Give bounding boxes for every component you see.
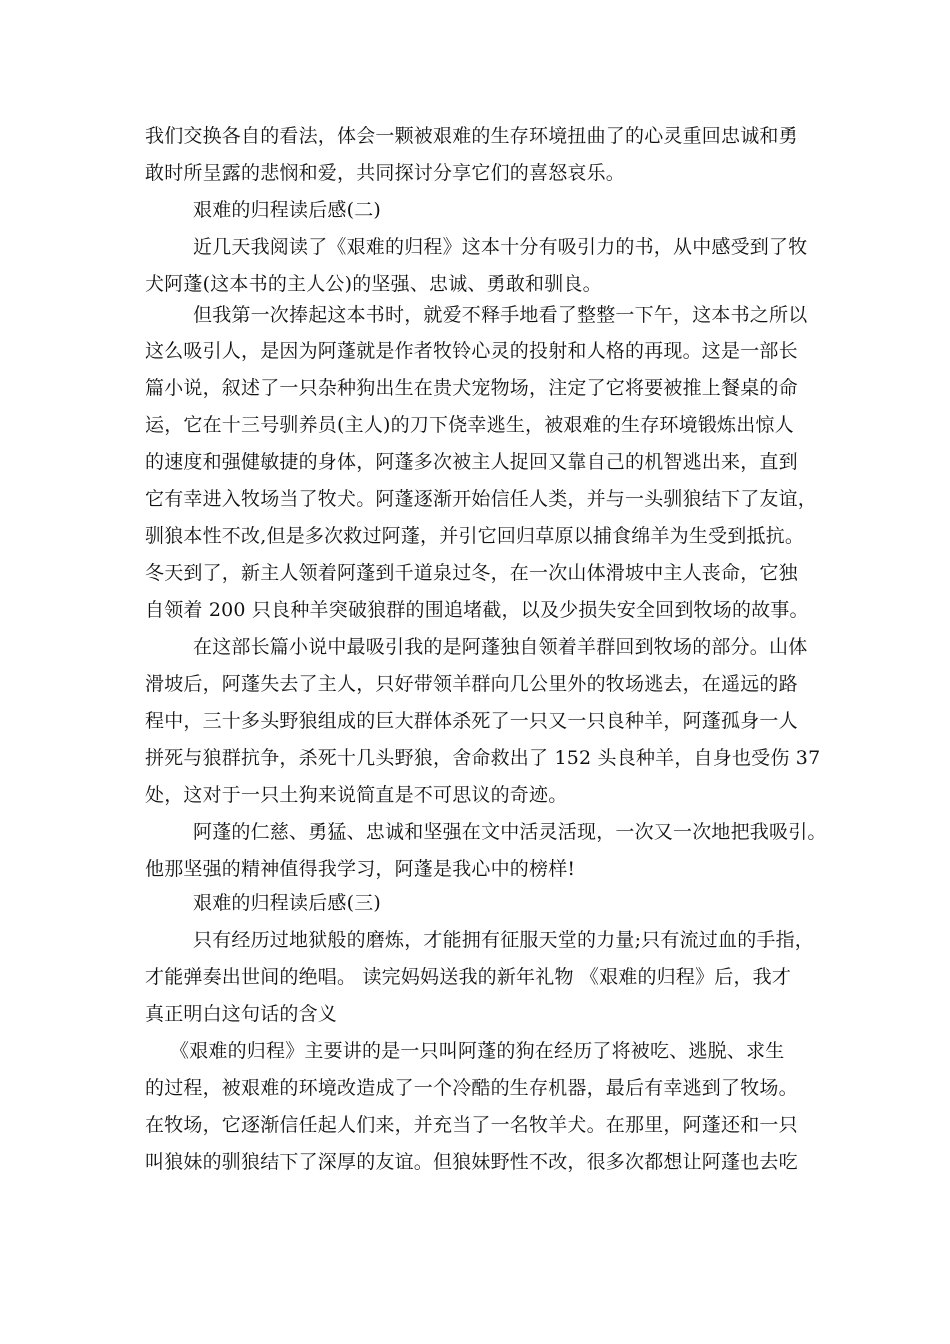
text-line: 阿蓬的仁慈、勇猛、忠诚和坚强在文中活灵活现，一次又一次地把我吸引。 — [193, 821, 827, 843]
text-line: 拼死与狼群抗争，杀死十几头野狼，舍命救出了 152 头良种羊，自身也受伤 37 — [145, 747, 821, 769]
text-line: 在这部长篇小说中最吸引我的是阿蓬独自领着羊群回到牧场的部分。山体 — [193, 636, 808, 658]
text-line: 篇小说，叙述了一只杂种狗出生在贵犬宠物场，注定了它将要被推上餐桌的命 — [145, 377, 798, 399]
text-line: 才能弹奏出世间的绝唱。 读完妈妈送我的新年礼物 《艰难的归程》后，我才 — [145, 966, 792, 988]
text-line: 《艰难的归程》主要讲的是一只叫阿蓬的狗在经历了将被吃、逃脱、求生 — [170, 1040, 785, 1062]
text-line: 驯狼本性不改,但是多次救过阿蓬，并引它回归草原以捕食绵羊为生受到抵抗。 — [145, 525, 805, 547]
text-line: 在牧场，它逐渐信任起人们来，并充当了一名牧羊犬。在那里，阿蓬还和一只 — [145, 1114, 798, 1136]
text-line: 冬天到了，新主人领着阿蓬到千道泉过冬，在一次山体滑坡中主人丧命，它独 — [145, 562, 798, 584]
text-line: 处，这对于一只土狗来说简直是不可思议的奇迹。 — [145, 784, 568, 806]
text-line: 滑坡后，阿蓬失去了主人，只好带领羊群向几公里外的牧场逃去，在遥远的路 — [145, 673, 798, 695]
text-line: 叫狼妹的驯狼结下了深厚的友谊。但狼妹野性不改，很多次都想让阿蓬也去吃 — [145, 1151, 798, 1173]
text-line: 敢时所呈露的悲悯和爱，共同探讨分享它们的喜怒哀乐。 — [145, 162, 626, 184]
text-line: 它有幸进入牧场当了牧犬。阿蓬逐渐开始信任人类，并与一头驯狼结下了友谊， — [145, 488, 818, 510]
section-heading: 艰难的归程读后感(三) — [193, 892, 382, 914]
text-line: 近几天我阅读了《艰难的归程》这本十分有吸引力的书，从中感受到了牧 — [193, 236, 808, 258]
text-line: 这么吸引人，是因为阿蓬就是作者牧铃心灵的投射和人格的再现。这是一部长 — [145, 340, 798, 362]
text-line: 他那坚强的精神值得我学习，阿蓬是我心中的榜样! — [145, 858, 576, 880]
text-line: 真正明白这句话的含义 — [145, 1003, 338, 1025]
text-line: 运，它在十三号驯养员(主人)的刀下侥幸逃生，被艰难的生存环境锻炼出惊人 — [145, 414, 794, 436]
text-line: 自领着 200 只良种羊突破狼群的围追堵截，以及少损失安全回到牧场的故事。 — [145, 599, 809, 621]
text-line: 只有经历过地狱般的磨炼，才能拥有征服天堂的力量;只有流过血的手指， — [193, 929, 815, 951]
text-line: 但我第一次捧起这本书时，就爱不释手地看了整整一下午，这本书之所以 — [193, 304, 808, 326]
text-line: 我们交换各自的看法，体会一颗被艰难的生存环境扭曲了的心灵重回忠诚和勇 — [145, 125, 798, 147]
text-line: 的速度和强健敏捷的身体，阿蓬多次被主人捉回又靠自己的机智逃出来，直到 — [145, 451, 798, 473]
section-heading: 艰难的归程读后感(二) — [193, 199, 382, 221]
text-line: 的过程，被艰难的环境改造成了一个冷酷的生存机器，最后有幸逃到了牧场。 — [145, 1077, 798, 1099]
text-line: 犬阿蓬(这本书的主人公)的坚强、忠诚、勇敢和驯良。 — [145, 273, 602, 295]
text-line: 程中，三十多头野狼组成的巨大群体杀死了一只又一只良种羊，阿蓬孤身一人 — [145, 710, 798, 732]
